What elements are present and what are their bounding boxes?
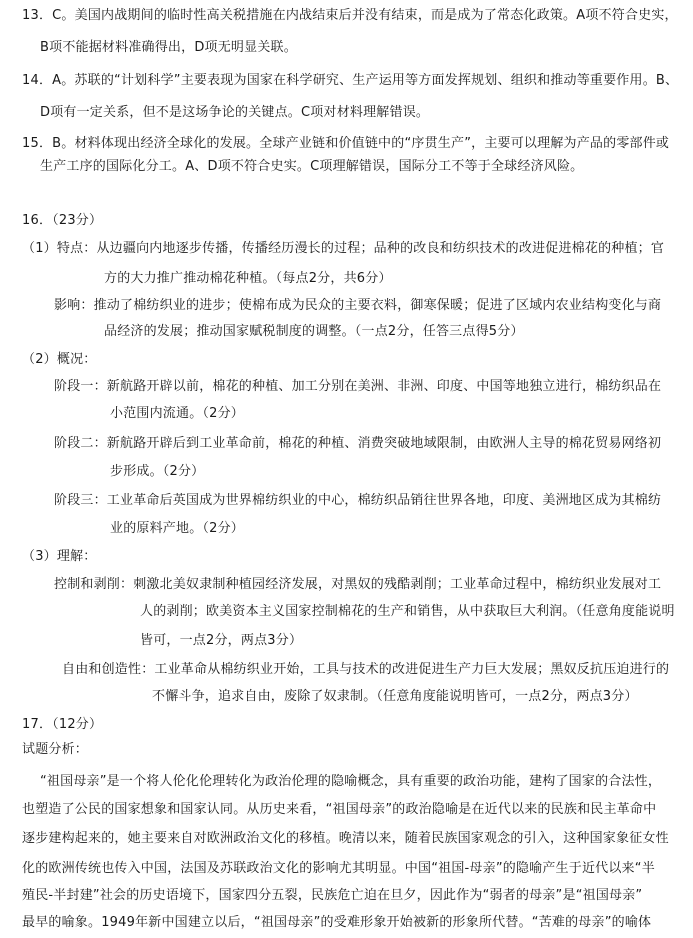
q17-paragraph-line-6: 最早的喻象。1949年新中国建立以后，“祖国母亲”的受难形象开始被新的形象所代替。“苦难的母亲”的喻体 xyxy=(22,915,652,930)
q17-analysis-label: 试题分析： xyxy=(22,742,89,757)
answer-13-line-2: B项不能据材料准确得出，D项无明显关联。 xyxy=(40,40,297,55)
q17-paragraph-line-3: 逐步建构起来的，她主要来自对欧洲政治文化的移植。晚清以来，随着民族国家观念的引入，这种国家象征女性 xyxy=(22,831,669,846)
answer-14-line-2: D项有一定关系，但不是这场争论的关键点。C项对材料理解错误。 xyxy=(40,105,430,120)
answer-15-line-1: 15．B。材料体现出经济全球化的发展。全球产业链和价值链中的“序贯生产”，主要可以理解为产品的零部件或 xyxy=(22,136,670,151)
q16-part2-header: （2）概况： xyxy=(22,352,97,367)
q16-control-line-3: 皆可，一点2分，两点3分） xyxy=(140,633,303,648)
q17-paragraph-line-2: 也塑造了公民的国家想象和国家认同。从历史来看，“祖国母亲”的政治隐喻是在近代以来的民族和民主革命中 xyxy=(22,802,657,817)
answer-13-line-1: 13．C。美国内战期间的临时性高关税措施在内战结束后并没有结束，而是成为了常态化政策。A项不符合史实， xyxy=(22,8,678,23)
q16-control-line-1: 控制和剥削：刺激北美奴隶制种植园经济发展，对黑奴的残酷剥削；工业革命过程中，棉纺织业发展对工 xyxy=(54,577,662,592)
q17-paragraph-line-4: 化的欧洲传统也传入中国，法国及苏联政治文化的影响尤其明显。中国“祖国-母亲”的隐喻产生于近代以来“半 xyxy=(22,861,655,876)
q16-stage3-line-1: 阶段三：工业革命后英国成为世界棉纺织业的中心，棉纺织品销往世界各地，印度、美洲地区成为其棉纺 xyxy=(54,493,662,508)
answer-14-line-1: 14．A。苏联的“计划科学”主要表现为国家在科学研究、生产运用等方面发挥规划、组织和推动等重要作用。B、 xyxy=(22,73,679,88)
q16-stage2-line-1: 阶段二：新航路开辟后到工业革命前，棉花的种植、消费突破地域限制，由欧洲人主导的棉花贸易网络初 xyxy=(54,436,662,451)
q16-freedom-line-2: 不懈斗争，追求自由，废除了奴隶制。（任意角度能说明皆可，一点2分，两点3分） xyxy=(152,689,638,704)
q17-paragraph-line-1: “祖国母亲”是一个将人伦化伦理转化为政治伦理的隐喻概念，具有重要的政治功能，建构了国家的合法性， xyxy=(40,774,662,789)
q16-stage1-line-1: 阶段一：新航路开辟以前，棉花的种植、加工分别在美洲、非洲、印度、中国等地独立进行，棉纺织品在 xyxy=(54,379,662,394)
q16-stage2-line-2: 步形成。（2分） xyxy=(110,464,205,479)
q16-freedom-line-1: 自由和创造性：工业革命从棉纺织业开始，工具与技术的改进促进生产力巨大发展；黑奴反抗压迫进行的 xyxy=(62,662,670,677)
q16-stage1-line-2: 小范围内流通。（2分） xyxy=(110,406,244,421)
question-17-header: 17．（12分） xyxy=(22,717,103,732)
q16-stage3-line-2: 业的原料产地。（2分） xyxy=(110,521,244,536)
q17-paragraph-line-5: 殖民-半封建”社会的历史语境下，国家四分五裂，民族危亡迫在旦夕，因此作为“弱者的母亲”是“祖国母亲” xyxy=(22,888,643,903)
q16-part3-header: （3）理解： xyxy=(22,549,97,564)
q16-control-line-2: 人的剥削；欧美资本主义国家控制棉花的生产和销售，从中获取巨大利润。（任意角度能说明 xyxy=(140,604,675,619)
q16-part1-features-line-1: （1）特点：从边疆向内地逐步传播，传播经历漫长的过程；品种的改良和纺织技术的改进促进棉花的种植；官 xyxy=(22,241,665,256)
q16-part1-impact-line-2: 品经济的发展；推动国家赋税制度的调整。（一点2分，任答三点得5分） xyxy=(104,324,524,339)
question-16-header: 16．（23分） xyxy=(22,213,103,228)
q16-part1-features-line-2: 方的大力推广推动棉花种植。（每点2分，共6分） xyxy=(104,271,392,286)
answer-15-line-2: 生产工序的国际化分工。A、D项不符合史实。C项理解错误，国际分工不等于全球经济风险。 xyxy=(40,159,584,174)
q16-part1-impact-line-1: 影响：推动了棉纺织业的进步；使棉布成为民众的主要衣料，御寒保暖；促进了区域内农业结构变化与商 xyxy=(54,298,662,313)
